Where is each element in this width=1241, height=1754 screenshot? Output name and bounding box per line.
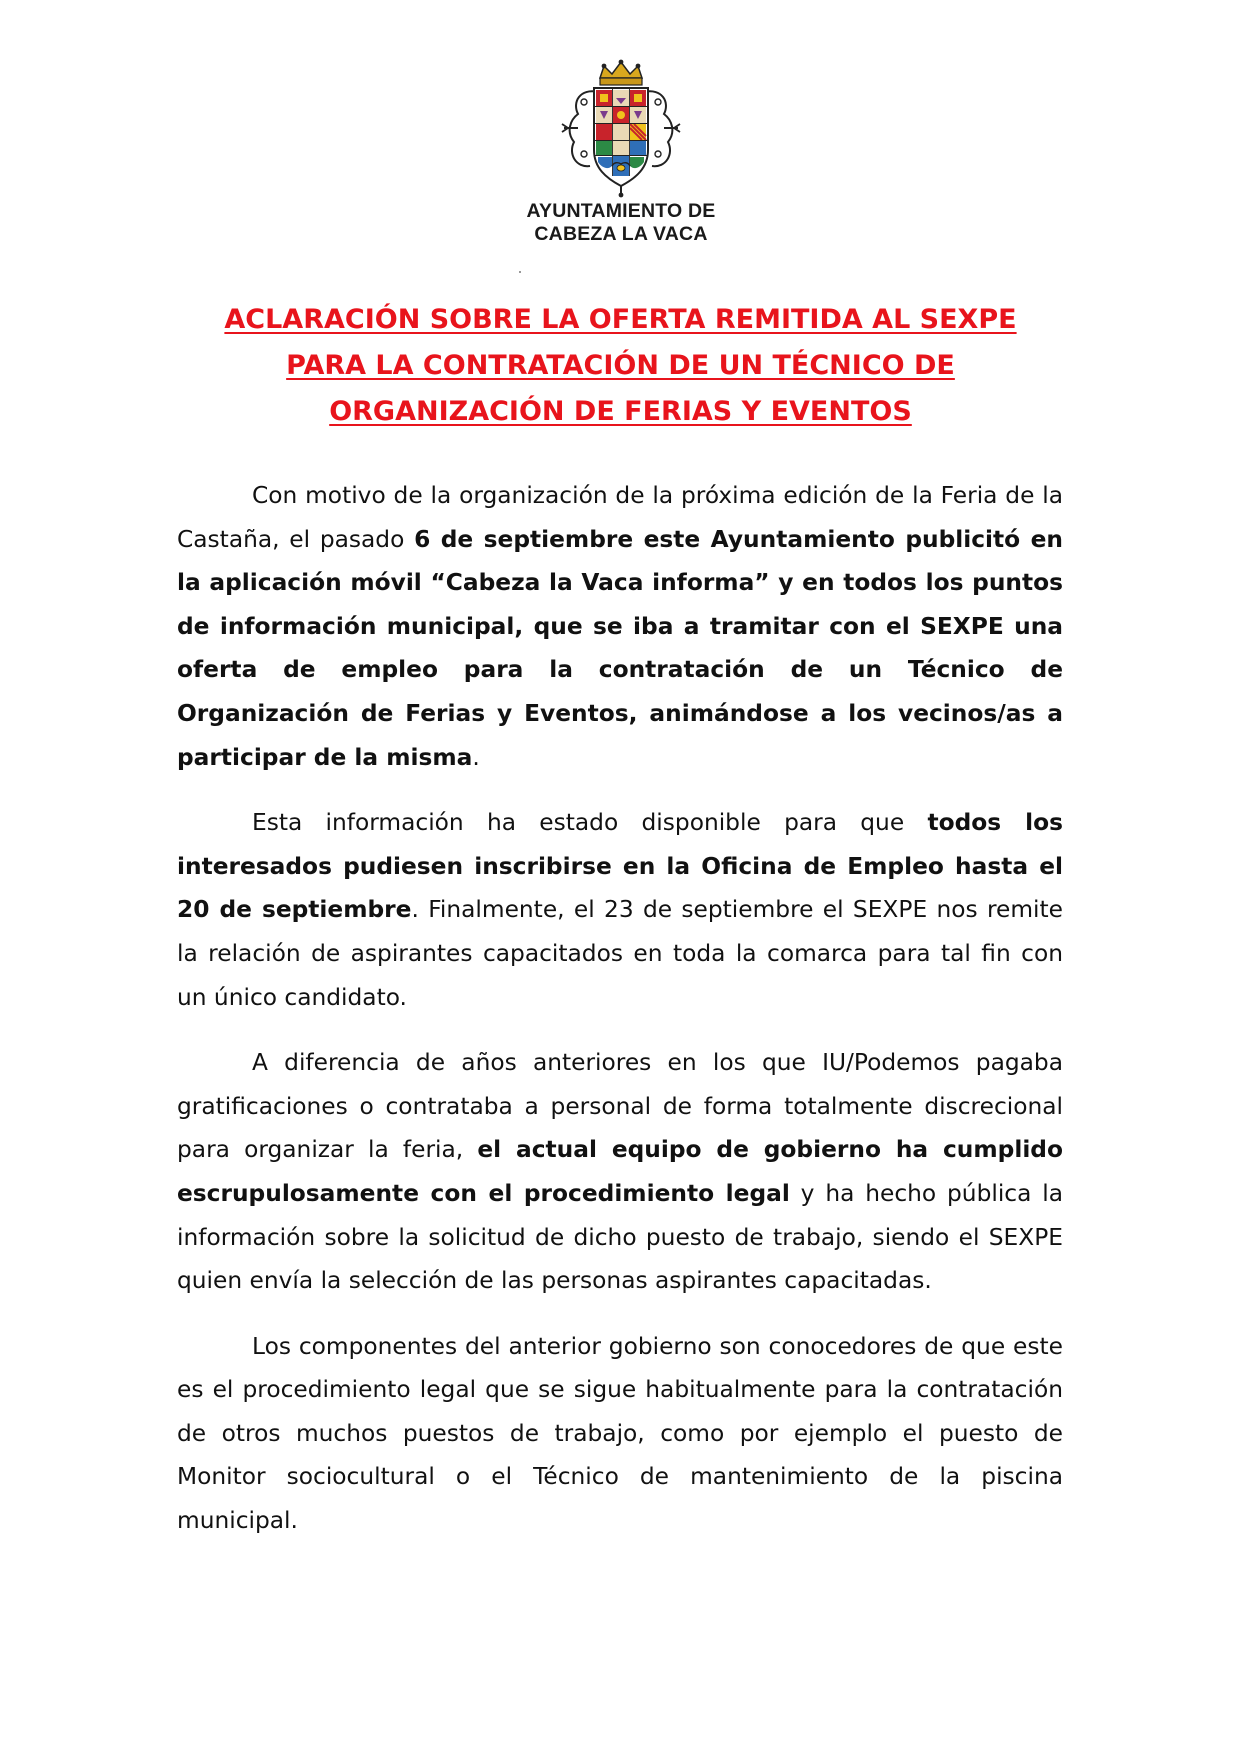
organization-name-line1: AYUNTAMIENTO DE: [526, 200, 716, 222]
stray-dot: [519, 271, 521, 273]
document-title: [120, 297, 1121, 435]
organization-name-line2: CABEZA LA VACA: [534, 223, 708, 245]
paragraph-3-bold: el actual equipo de gobierno ha cumplido escrupulosamente con el procedimiento legal: [177, 1136, 1063, 1207]
paragraph-1: [177, 474, 1063, 779]
paragraph-4: [177, 1325, 1063, 1543]
coat-of-arms-icon: [560, 58, 682, 198]
paragraph-3-end: y ha hecho pública la información sobre la solicitud de dicho puesto de trabajo, siendo el SEXPE quien envía la selección de las personas aspirantes capacitadas.: [177, 1179, 1063, 1295]
paragraph-3: [177, 1041, 1063, 1303]
paragraph-2-end: . Finalmente, el 23 de septiembre el SEXPE nos remite la relación de aspirantes capacitados en toda la comarca para tal fin con un único candidato.: [177, 896, 1063, 1011]
paragraph-2-text: Esta información ha estado disponible para que: [252, 809, 928, 837]
title-line1: ACLARACIÓN SOBRE LA OFERTA REMITIDA AL SEXPE: [224, 304, 1017, 335]
title-line3: ORGANIZACIÓN DE FERIAS Y EVENTOS: [329, 396, 912, 427]
organization-name: [440, 200, 802, 246]
paragraph-3-text: A diferencia de años anteriores en los que IU/Podemos pagaba gratificaciones o contrataba a personal de forma totalmente discrecional para organizar la feria,: [177, 1049, 1063, 1164]
document-body: [177, 474, 1063, 1565]
paragraph-2: [177, 801, 1063, 1019]
paragraph-4-text: Los componentes del anterior gobierno son conocedores de que este es el procedimiento legal que se sigue habitualmente para la contratación de otros muchos puestos de trabajo, como por ejemplo el puesto de Monitor sociocultural o el Técnico de mantenimiento de la piscina municipal.: [177, 1332, 1063, 1535]
paragraph-1-text: Con motivo de la organización de la próxima edición de la Feria de la Castaña, el pasado: [177, 482, 1063, 553]
paragraph-2-bold: todos los interesados pudiesen inscribirse en la Oficina de Empleo hasta el 20 de septiembre: [177, 809, 1063, 924]
paragraph-1-end: .: [472, 743, 480, 771]
title-line2: PARA LA CONTRATACIÓN DE UN TÉCNICO DE: [286, 350, 955, 381]
paragraph-1-bold: 6 de septiembre este Ayuntamiento publicitó en la aplicación móvil “Cabeza la Vaca informa” y en todos los puntos de información municipal, que se iba a tramitar con el SEXPE una oferta de empleo para la contratación de un Técnico de Organización de Ferias y Eventos, animándose a los vecinos/as a participar de la misma: [177, 525, 1063, 771]
